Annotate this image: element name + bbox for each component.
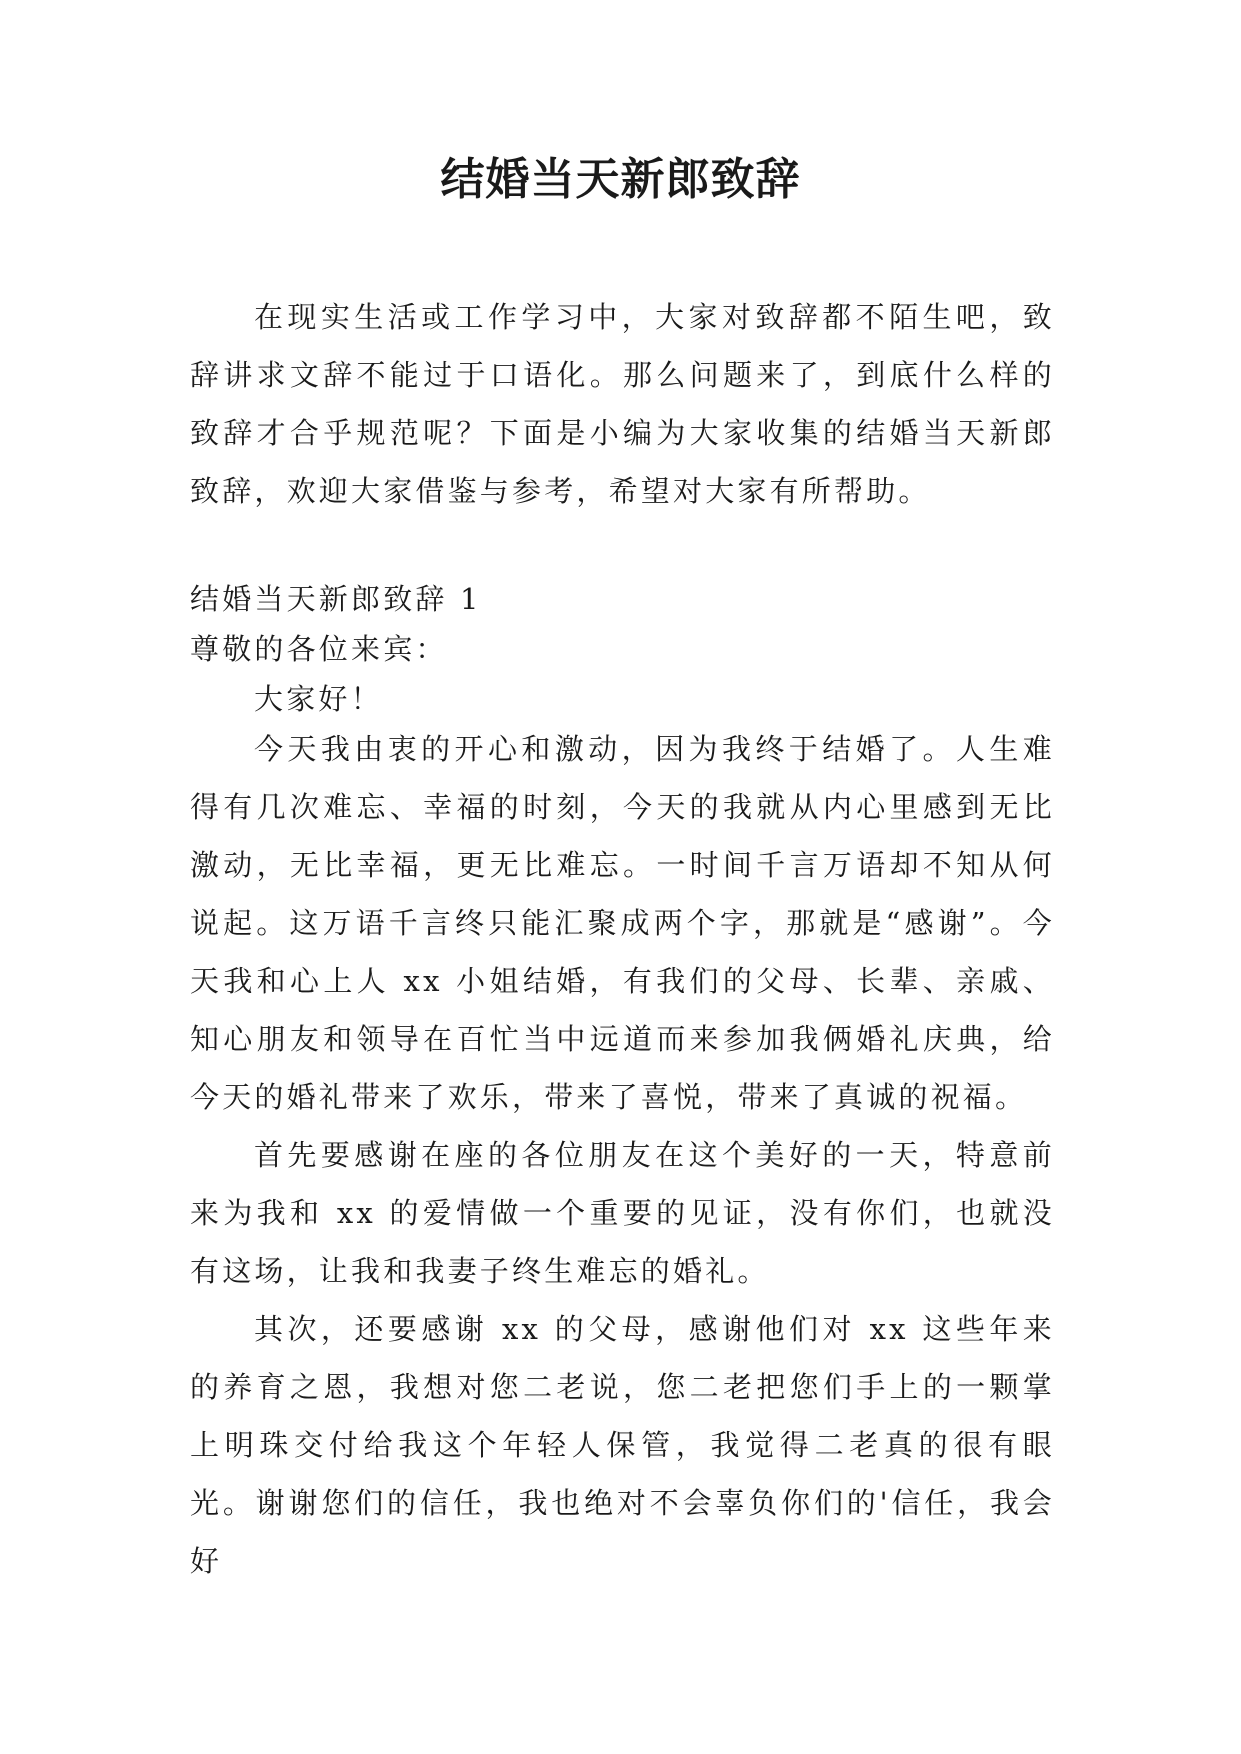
document-body [190,288,1055,1590]
body-paragraph: 首先要感谢在座的各位朋友在这个美好的一天，特意前来为我和 xx 的爱情做一个重要的见证，没有你们，也就没有这场，让我和我妻子终生难忘的婚礼。 [190,1138,1055,1288]
section-heading: 结婚当天新郎致辞 1 [190,582,482,616]
salutation: 尊敬的各位来宾： [190,632,448,666]
body-paragraph: 今天我由衷的开心和激动，因为我终于结婚了。人生难得有几次难忘、幸福的时刻，今天的我就从内心里感到无比激动，无比幸福，更无比难忘。一时间千言万语却不知从何说起。这万语千言终只能汇聚成两个字，那就是“感谢”。今天我和心上人 xx 小姐结婚，有我们的父母、长辈、亲戚、知心朋友和领导在百忙当中远道而来参加我俩婚礼庆典，给今天的婚礼带来了欢乐，带来了喜悦，带来了真诚的祝福。 [190,732,1055,1114]
intro-paragraph: 在现实生活或工作学习中，大家对致辞都不陌生吧，致辞讲求文辞不能过于口语化。那么问题来了，到底什么样的致辞才合乎规范呢？下面是小编为大家收集的结婚当天新郎致辞，欢迎大家借鉴与参考，希望对大家有所帮助。 [190,300,1055,508]
body-paragraph: 其次，还要感谢 xx 的父母，感谢他们对 xx 这些年来的养育之恩，我想对您二老说，您二老把您们手上的一颗掌上明珠交付给我这个年轻人保管，我觉得二老真的很有眼光。谢谢您们的信任，我也绝对不会辜负你们的'信任，我会好 [190,1312,1055,1578]
document-title: 结婚当天新郎致辞 [440,154,801,205]
greeting: 大家好！ [254,682,383,716]
